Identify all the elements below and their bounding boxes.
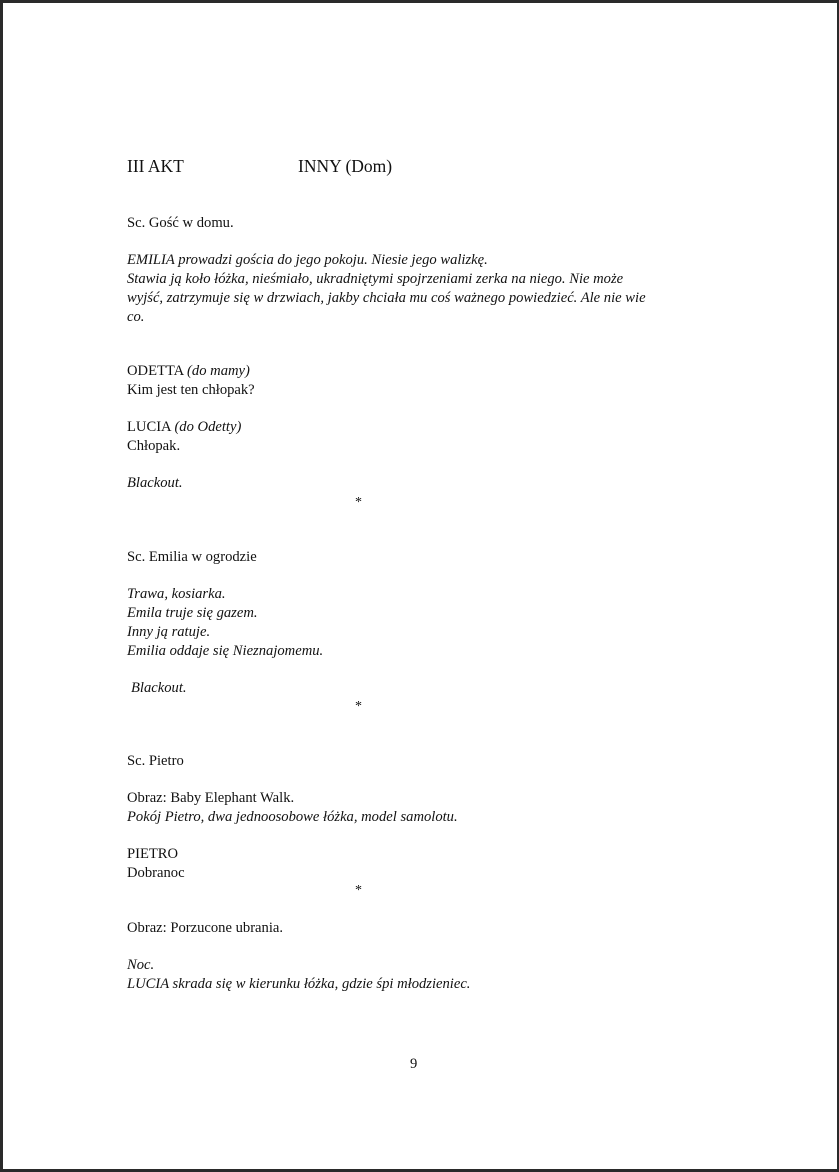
scene1-blackout: Blackout. [127,475,183,491]
scene3-direction-line: Noc. [127,957,155,973]
speaker-name: PIETRO [127,846,179,862]
scene2-blackout: Blackout. [131,680,187,696]
scene-separator: * [355,699,362,714]
dialogue-speaker-line [127,362,250,381]
act-heading: III AKT [127,156,184,176]
scene2-heading: Sc. Emilia w ogrodzie [127,549,257,565]
page-number: 9 [410,1056,418,1072]
speaker-name: LUCIA [127,419,171,435]
scene1-direction-line: co. [127,309,145,325]
scene2-direction-line: Inny ją ratuje. [127,624,211,640]
speaker-parenthetical: (do mamy) [187,363,250,379]
dialogue-text: Chłopak. [127,438,181,454]
act-title: INNY (Dom) [298,156,393,176]
scene2-direction-line: Emila truje się gazem. [127,605,258,621]
scene3-image-cue: Obraz: Porzucone ubrania. [127,920,284,936]
scene-separator: * [355,495,362,510]
scene1-heading: Sc. Gość w domu. [127,215,234,231]
scene1-direction-line: wyjść, zatrzymuje się w drzwiach, jakby chciała mu coś ważnego powiedzieć. Ale nie wie [127,290,646,306]
scene1-direction-line: EMILIA prowadzi gościa do jego pokoju. Niesie jego walizkę. [127,252,488,268]
dialogue-text: Dobranoc [127,865,185,881]
scene-separator: * [355,883,362,898]
scene3-heading: Sc. Pietro [127,753,184,769]
scene2-direction-line: Trawa, kosiarka. [127,586,226,602]
speaker-name: ODETTA [127,363,184,379]
dialogue-speaker-line [127,418,241,437]
dialogue-text: Kim jest ten chłopak? [127,382,255,398]
scene3-direction: Pokój Pietro, dwa jednoosobowe łóżka, model samolotu. [127,809,458,825]
speaker-parenthetical: (do Odetty) [174,419,242,435]
scene2-direction-line: Emilia oddaje się Nieznajomemu. [127,643,324,659]
scene3-image-cue: Obraz: Baby Elephant Walk. [127,790,295,806]
scene3-direction-line: LUCIA skrada się w kierunku łóżka, gdzie śpi młodzieniec. [127,976,471,992]
scene1-direction-line: Stawia ją koło łóżka, nieśmiało, ukradniętymi spojrzeniami zerka na niego. Nie może [127,271,624,287]
